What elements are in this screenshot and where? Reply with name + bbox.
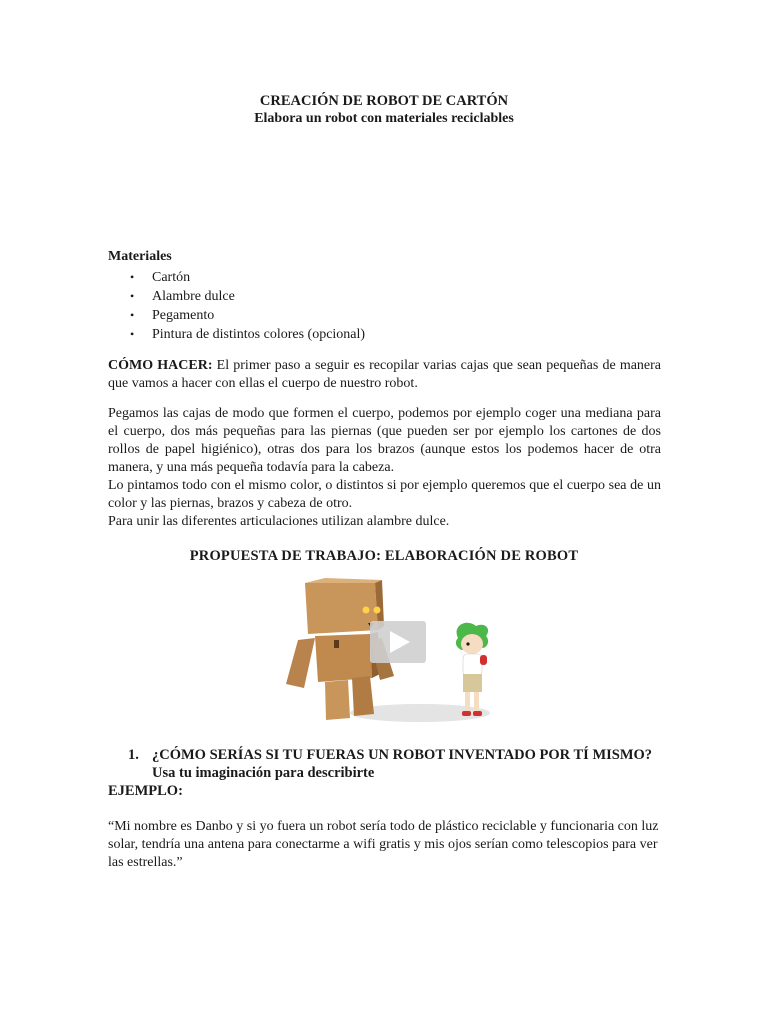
how-to-paragraph-4: Para unir las diferentes articulaciones utilizan alambre dulce. (108, 514, 450, 529)
how-to-paragraph-3: Lo pintamos todo con el mismo color, o distintos si por ejemplo queremos que el cuerpo sea de un color y las piernas, brazos y cabeza de otro. (108, 478, 661, 511)
list-item (108, 268, 365, 287)
bullet-icon: • (130, 327, 135, 341)
material-item-label: Alambre dulce (152, 289, 235, 304)
robot-illustration[interactable] (270, 578, 510, 728)
question-1 (108, 746, 668, 782)
list-item (108, 325, 365, 344)
material-item-label: Pegamento (152, 308, 215, 323)
list-item (108, 306, 365, 325)
material-item-label: Cartón (152, 270, 191, 285)
materials-list (108, 268, 365, 344)
example-quote: “Mi nombre es Danbo y si yo fuera un robot sería todo de plástico reciclable y funcionaria con luz solar, tendría una antena para conectarme a wifi gratis y mis ojos serían como telescopios para ver las estrellas.” (108, 819, 659, 870)
materials-heading: Materiales (108, 249, 172, 264)
document-subtitle: Elabora un robot con materiales reciclables (254, 111, 514, 126)
material-item-label: Pintura de distintos colores (opcional) (152, 327, 366, 342)
how-to-intro-text: El primer paso a seguir es recopilar varias cajas que sean pequeñas de manera que vamos a hacer con ellas el cuerpo de nuestro robot. (108, 358, 662, 391)
how-to-intro-paragraph (108, 357, 661, 393)
bullet-icon: • (130, 270, 135, 284)
bullet-icon: • (130, 308, 135, 322)
play-icon (370, 621, 426, 663)
how-to-label: CÓMO HACER: (108, 358, 213, 373)
proposal-heading: PROPUESTA DE TRABAJO: ELABORACIÓN DE ROBOT (189, 548, 579, 564)
robot-girl-image (270, 578, 510, 728)
question-text: ¿CÓMO SERÍAS SI TU FUERAS UN ROBOT INVENTADO POR TÍ MISMO? Usa tu imaginación para describirte (152, 747, 653, 781)
list-item (108, 287, 365, 306)
bullet-icon: • (130, 289, 135, 303)
example-label: EJEMPLO: (108, 783, 183, 799)
document-title: CREACIÓN DE ROBOT DE CARTÓN (259, 93, 509, 109)
question-number: 1. (128, 747, 139, 763)
how-to-paragraph-2: Pegamos las cajas de modo que formen el cuerpo, podemos por ejemplo coger una mediana para el cuerpo, dos más pequeñas para las piernas (que pueden ser por ejemplo los cartones de dos rollos de papel higiénico), otras dos para los brazos (aunque estos los podemos hacer de otra manera, y una más pequeña todavía para la cabeza. (108, 406, 661, 475)
